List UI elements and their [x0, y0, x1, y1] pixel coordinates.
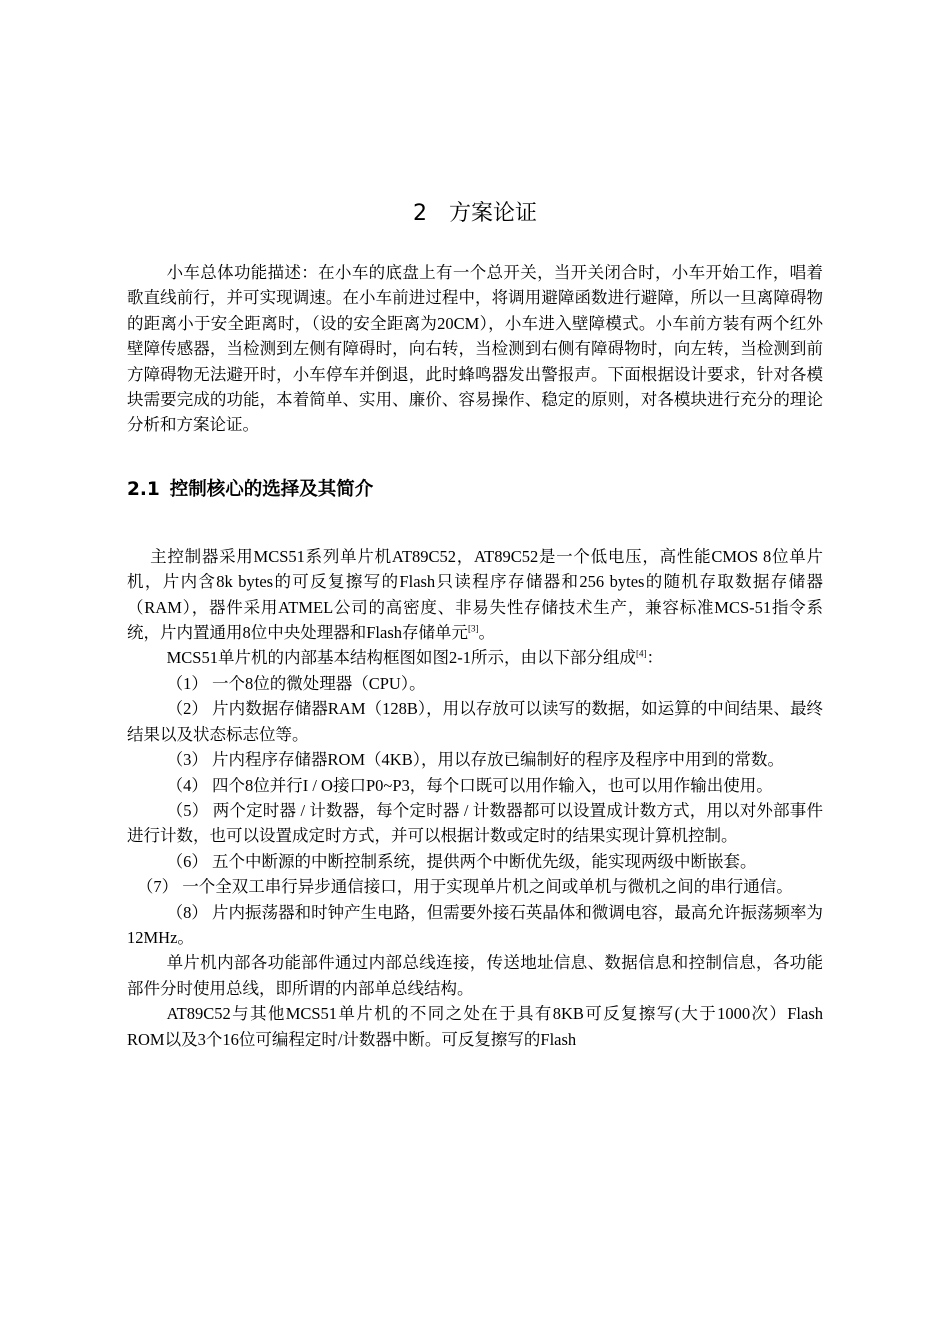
list-item-3: [127, 747, 823, 772]
list-item-4: [127, 773, 823, 798]
intro-paragraph: [127, 544, 823, 646]
list-item-number: （3）: [166, 750, 208, 770]
list-item-2: [127, 696, 823, 747]
list-item-text: 一个全双工串行异步通信接口，用于实现单片机之间或单机与微机之间的串行通信。: [182, 877, 793, 897]
section-title: [127, 476, 823, 504]
citation-ref-3: [3]: [468, 623, 479, 634]
list-item-number: （8）: [166, 902, 208, 922]
list-item-text: 片内振荡器和时钟产生电路，但需要外接石英晶体和微调电容，最高允许振荡频率为12MHz。: [127, 902, 824, 947]
list-item-number: （4）: [166, 775, 208, 795]
list-item-number: （2）: [166, 699, 208, 719]
list-item-number: （7）: [136, 877, 179, 897]
list-item-number: （5）: [166, 800, 209, 820]
list-item-text: 一个8位的微处理器（CPU）。: [211, 673, 426, 693]
intro-text: 主控制器采用MCS51系列单片机AT89C52，AT89C52是一个低电压，高性能CMOS 8位单片机，片内含8k bytes的可反复擦写的Flash只读程序存储器和256 bytes的随机存取数据存储器（RAM），器件采用ATMEL公司的高密度、非易失性存储技术生产，兼容标准MCS-51指令系统，片内置通用8位中央处理器和Flash存储单元: [127, 546, 823, 643]
list-item-number: （6）: [166, 851, 208, 871]
list-item-5: [127, 798, 823, 849]
list-item-text: 片内数据存储器RAM（128B），用以存放可以读写的数据，如运算的中间结果、最终结果以及状态标志位等。: [127, 699, 824, 744]
list-item-8: [127, 900, 823, 951]
structure-text: MCS51单片机的内部基本结构框图如图2-1所示，由以下部分组成: [166, 648, 636, 668]
list-item-text: 四个8位并行I / O接口P0~P3，每个口既可以用作输入，也可以用作输出使用。: [211, 775, 773, 795]
page-content: [127, 198, 823, 1052]
structure-end: ：: [646, 648, 663, 668]
intro-end: 。: [478, 623, 496, 643]
chapter-title-text: 方案论证: [448, 201, 537, 226]
citation-ref-4: [4]: [635, 648, 647, 659]
section-number: 2.1: [127, 478, 160, 500]
chapter-title: [127, 198, 823, 230]
list-item-number: （1）: [166, 673, 208, 693]
summary-paragraph: 小车总体功能描述：在小车的底盘上有一个总开关，当开关闭合时，小车开始工作，唱着歌直线前行，并可实现调速。在小车前进过程中，将调用避障函数进行避障，所以一旦离障碍物的距离小于安全距离时，（设的安全距离为20CM），小车进入壁障模式。小车前方装有两个红外壁障传感器，当检测到左侧有障碍时，向右转，当检测到右侧有障碍物时，向左转，当检测到前方障碍物无法避开时，小车停车并倒退，此时蜂鸣器发出警报声。下面根据设计要求，针对各模块需要完成的功能，本着简单、实用、廉价、容易操作、稳定的原则，对各模块进行充分的理论分析和方案论证。: [127, 263, 823, 435]
list-item-text: 两个定时器 / 计数器，每个定时器 / 计数器都可以设置成计数方式，用以对外部事件进行计数，也可以设置成定时方式，并可以根据计数或定时的结果实现计算机控制。: [127, 800, 823, 846]
list-item-6: [127, 849, 823, 874]
list-item-7: [127, 874, 823, 899]
list-item-text: 五个中断源的中断控制系统，提供两个中断优先级，能实现两级中断嵌套。: [211, 851, 757, 871]
bus-paragraph: 单片机内部各功能部件通过内部总线连接，传送地址信息、数据信息和控制信息，各功能部件分时使用总线，即所谓的内部单总线结构。: [127, 953, 823, 998]
section-title-text: 控制核心的选择及其简介: [169, 478, 374, 500]
structure-paragraph: [127, 645, 823, 670]
list-item-text: 片内程序存储器ROM（4KB），用以存放已编制好的程序及程序中用到的常数。: [211, 750, 784, 770]
list-item-1: [127, 671, 823, 696]
chapter-number: 2: [412, 201, 427, 226]
difference-paragraph: AT89C52与其他MCS51单片机的不同之处在于具有8KB可反复擦写(大于1000次）Flash ROM以及3个16位可编程定时/计数器中断。可反复擦写的Flash: [127, 1004, 823, 1049]
